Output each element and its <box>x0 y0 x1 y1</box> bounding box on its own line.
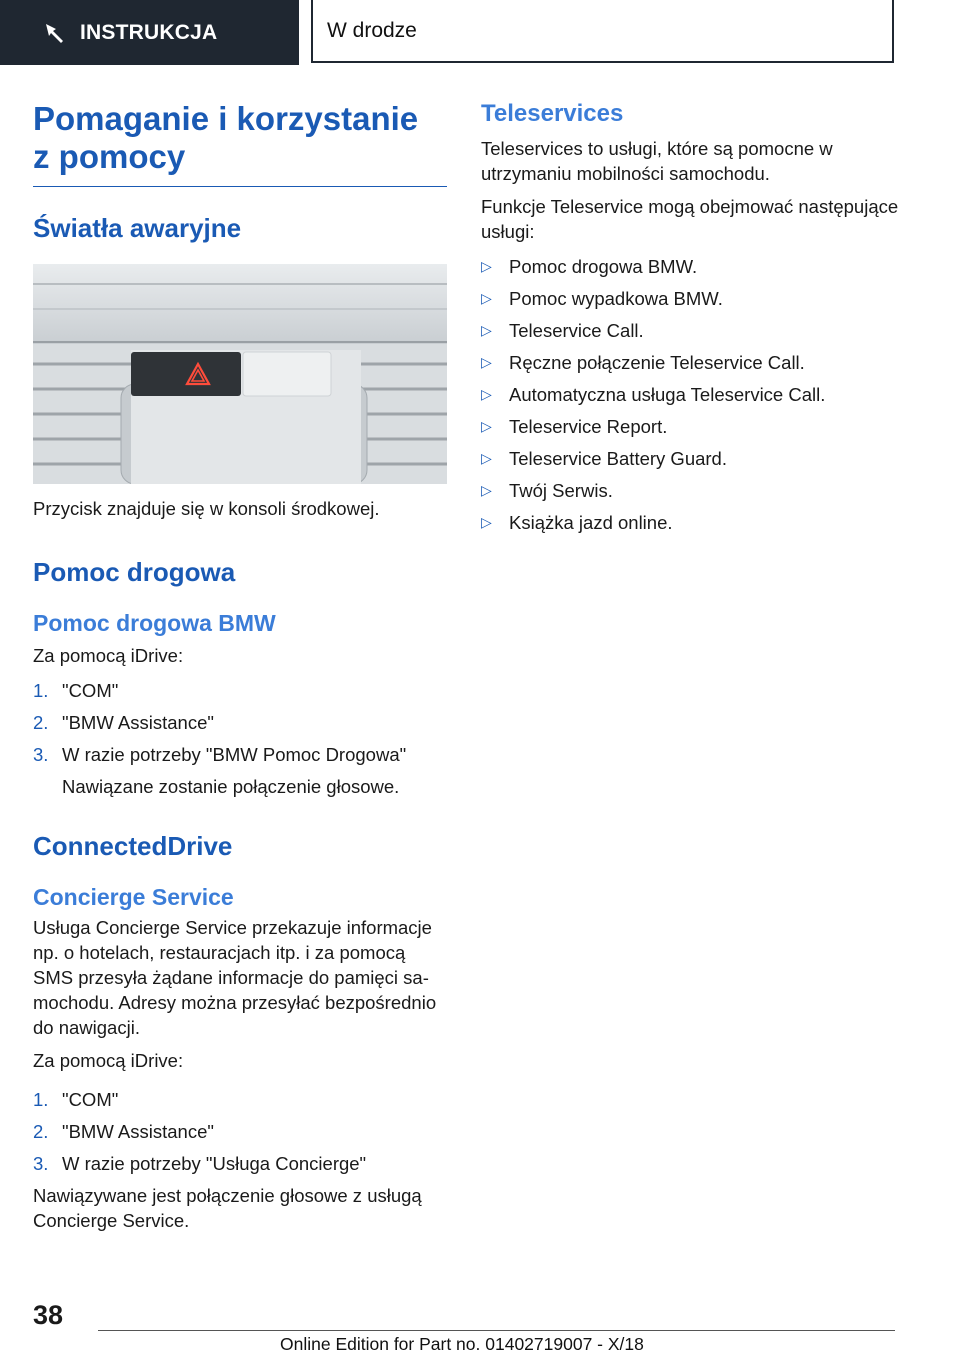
bullet-text: Automatyczna usługa Teleservice Call. <box>509 384 826 405</box>
step-text: W razie potrzeby "BMW Pomoc Drogowa" <box>62 744 407 765</box>
chapter-title-line1: Pomaganie i korzystanie <box>33 100 419 137</box>
bullet-text: Ręczne połączenie Teleservice Call. <box>509 352 805 373</box>
teleservices-intro: Teleservices to usługi, które są pomocne w utrzymaniu mobilności samochodu. <box>481 138 833 184</box>
chapter-title <box>33 100 447 187</box>
bullet-text: Twój Serwis. <box>509 480 613 501</box>
bullet-text: Książka jazd online. <box>509 512 673 533</box>
triangle-bullet-icon: ▷ <box>481 514 492 530</box>
teleservices-heading: Teleservices <box>481 100 624 127</box>
list-item <box>33 710 447 735</box>
roadside-steps <box>33 678 447 767</box>
section-tab-label: W drodze <box>327 18 417 42</box>
step-text: W razie potrzeby "Usługa Concierge" <box>62 1153 367 1174</box>
list-item <box>481 478 901 503</box>
step-number: 1. <box>33 1089 49 1110</box>
roadside-heading: Pomoc drogowa <box>33 557 236 587</box>
list-item <box>33 1119 447 1144</box>
bullet-text: Pomoc drogowa BMW. <box>509 256 698 277</box>
bullet-text: Pomoc wypadkowa BMW. <box>509 288 723 309</box>
list-item <box>33 1151 447 1176</box>
roadside-intro: Za pomocą iDrive: <box>33 645 184 666</box>
teleservices-functions: Funkcje Teleservice mogą obejmować następujące usługi: <box>481 196 899 242</box>
list-item <box>33 678 447 703</box>
concierge-intro: Za pomocą iDrive: <box>33 1050 184 1071</box>
chapter-title-line2: z pomocy <box>33 138 186 175</box>
step-number: 3. <box>33 744 49 765</box>
edition-note: Online Edition for Part no. 01402719007 - X/18 <box>280 1334 644 1354</box>
hazard-caption: Przycisk znajduje się w konsoli środkowej. <box>33 498 380 519</box>
manual-tab[interactable] <box>0 0 299 65</box>
concierge-subheading: Concierge Service <box>33 884 234 910</box>
list-item <box>481 446 901 471</box>
list-item <box>33 742 447 767</box>
left-column <box>33 100 447 1233</box>
concierge-result: Nawiązywane jest połączenie głosowe z usługą Concierge Service. <box>33 1185 422 1231</box>
list-item <box>481 414 901 439</box>
bullet-text: Teleservice Call. <box>509 320 644 341</box>
roadside-subheading: Pomoc drogowa BMW <box>33 610 276 636</box>
bmw-pointer-icon <box>44 22 66 44</box>
triangle-bullet-icon: ▷ <box>481 354 492 370</box>
list-item <box>33 1087 447 1112</box>
footer-divider <box>98 1330 895 1331</box>
list-item <box>481 382 901 407</box>
list-item <box>481 254 901 279</box>
triangle-bullet-icon: ▷ <box>481 258 492 274</box>
step-number: 2. <box>33 1121 49 1142</box>
list-item <box>481 510 901 535</box>
step-text: "COM" <box>62 680 119 701</box>
step-number: 3. <box>33 1153 49 1174</box>
triangle-bullet-icon: ▷ <box>481 482 492 498</box>
triangle-bullet-icon: ▷ <box>481 386 492 402</box>
concierge-steps <box>33 1087 447 1176</box>
step-number: 2. <box>33 712 49 733</box>
step-text: "BMW Assistance" <box>62 712 214 733</box>
hazard-button-photo <box>33 264 447 484</box>
triangle-bullet-icon: ▷ <box>481 322 492 338</box>
bullet-text: Teleservice Battery Guard. <box>509 448 727 469</box>
step-text: "COM" <box>62 1089 119 1110</box>
list-item <box>481 286 901 311</box>
manual-tab-label: INSTRUKCJA <box>80 20 218 44</box>
hazard-heading: Światła awaryjne <box>33 213 242 243</box>
page-header <box>0 0 960 66</box>
list-item <box>481 318 901 343</box>
right-column <box>481 100 901 542</box>
roadside-result: Nawiązane zostanie połączenie głosowe. <box>62 776 400 797</box>
section-tab[interactable] <box>311 0 894 63</box>
triangle-bullet-icon: ▷ <box>481 450 492 466</box>
step-text: "BMW Assistance" <box>62 1121 214 1142</box>
triangle-bullet-icon: ▷ <box>481 290 492 306</box>
connected-heading: ConnectedDrive <box>33 831 233 861</box>
concierge-description: Usługa Concierge Service przekazuje informacje np. o hotelach, restauracjach itp. i za pomocą SMS przesyła żądane informacje do pamięci samochodu. Adresy można przesyłać bezpośrednio do nawigacji. <box>33 917 437 1038</box>
triangle-bullet-icon: ▷ <box>481 418 492 434</box>
page-number: 38 <box>33 1300 64 1330</box>
list-item <box>481 350 901 375</box>
step-number: 1. <box>33 680 49 701</box>
bullet-text: Teleservice Report. <box>509 416 668 437</box>
teleservices-list <box>481 254 901 535</box>
